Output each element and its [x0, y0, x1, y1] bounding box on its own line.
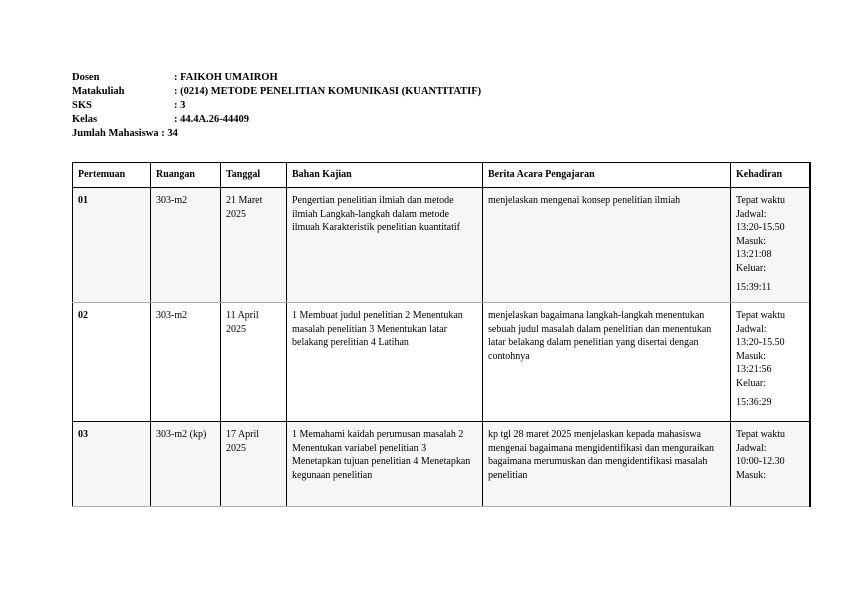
cell-kehadiran [731, 422, 810, 507]
cell-bahan-kajian: 1 Membuat judul penelitian 2 Menentukan masalah penelitian 3 Menentukan latar belakang perelitian 4 Latihan [287, 303, 483, 422]
kehadiran-jadwal-value: 13:20-15.50 [736, 337, 785, 348]
kehadiran-masuk-label: Masuk: [736, 350, 766, 362]
table-row [73, 303, 810, 422]
col-header-ruangan: Ruangan [151, 163, 221, 188]
table-row [73, 188, 810, 303]
cell-bahan-kajian: Pengertian penelitian ilmiah dan metode ilmiah Langkah-langkah dalam metode ilmuah Karakteristik penelitian kuantitatif [287, 188, 483, 303]
cell-pertemuan: 03 [73, 422, 151, 507]
kehadiran-keluar-value: 15:36:29 [736, 397, 772, 408]
cell-berita-acara: menjelaskan mengenai konsep penelitian ilmiah [483, 188, 731, 303]
cell-ruangan: 303-m2 [151, 303, 221, 422]
kehadiran-jadwal-label: Jadwal: [736, 323, 767, 335]
cell-berita-acara: menjelaskan bagaimana langkah-langkah menentukan sebuah judul masalah dalam penelitian dan menentukan latar belakang dalam penelitian yang disertai dengan contohnya [483, 303, 731, 422]
dosen-label: Dosen [72, 72, 100, 83]
kehadiran-status: Tepat waktu [736, 310, 786, 321]
sks-label: SKS [72, 100, 92, 111]
document-header [72, 71, 481, 141]
kehadiran-masuk-label: Masuk: [736, 469, 766, 481]
matakuliah-label: Matakuliah [72, 86, 125, 97]
col-header-tanggal: Tanggal [221, 163, 287, 188]
jumlah-mahasiswa: Jumlah Mahasiswa : 34 [72, 128, 178, 139]
cell-tanggal: 17 April 2025 [221, 422, 287, 507]
matakuliah-value: : (0214) METODE PENELITIAN KOMUNIKASI (KUANTITATIF) [174, 86, 482, 97]
kehadiran-keluar-label: Keluar: [736, 377, 766, 389]
kehadiran-jadwal-label: Jadwal: [736, 208, 767, 220]
kehadiran-jadwal-value: 10:00-12.30 [736, 456, 785, 467]
cell-ruangan: 303-m2 [151, 188, 221, 303]
kehadiran-keluar-label: Keluar: [736, 262, 766, 274]
kehadiran-keluar-value: 15:39:11 [736, 282, 772, 293]
col-header-kehadiran: Kehadiran [731, 163, 810, 188]
dosen-row [72, 71, 481, 85]
col-header-pertemuan: Pertemuan [73, 163, 151, 188]
sks-value: : 3 [174, 100, 186, 111]
table-row [73, 422, 810, 507]
sks-row [72, 99, 481, 113]
kelas-value: : 44.4A.26-44409 [174, 114, 249, 125]
attendance-table [72, 162, 811, 507]
cell-tanggal: 21 Maret 2025 [221, 188, 287, 303]
table-header-row [73, 163, 810, 188]
kehadiran-masuk-label: Masuk: [736, 235, 766, 247]
kelas-label: Kelas [72, 114, 98, 125]
dosen-value: : FAIKOH UMAIROH [174, 72, 278, 83]
kehadiran-masuk-value: 13:21:08 [736, 249, 772, 260]
kehadiran-status: Tepat waktu [736, 195, 786, 206]
kehadiran-jadwal-value: 13:20-15.50 [736, 222, 785, 233]
cell-pertemuan: 02 [73, 303, 151, 422]
col-header-bahan-kajian: Bahan Kajian [287, 163, 483, 188]
cell-bahan-kajian: 1 Memahami kaidah perumusan masalah 2 Menentukan variabel penelitian 3 Menetapkan tujuan penelitian 4 Menetapkan kegunaan penelitian [287, 422, 483, 507]
cell-berita-acara: kp tgl 28 maret 2025 menjelaskan kepada mahasiswa mengenai bagaimana mengidentifikasi dan menguraikan bagaimana merumuskan dan mengidentifikasi masalah penelitian [483, 422, 731, 507]
cell-pertemuan: 01 [73, 188, 151, 303]
matakuliah-row [72, 85, 481, 99]
cell-kehadiran [731, 303, 810, 422]
jumlah-row [72, 127, 481, 141]
cell-tanggal: 11 April 2025 [221, 303, 287, 422]
cell-kehadiran [731, 188, 810, 303]
cell-ruangan: 303-m2 (kp) [151, 422, 221, 507]
kehadiran-jadwal-label: Jadwal: [736, 442, 767, 454]
kelas-row [72, 113, 481, 127]
col-header-berita-acara: Berita Acara Pengajaran [483, 163, 731, 188]
kehadiran-status: Tepat waktu [736, 429, 786, 440]
kehadiran-masuk-value: 13:21:56 [736, 364, 772, 375]
